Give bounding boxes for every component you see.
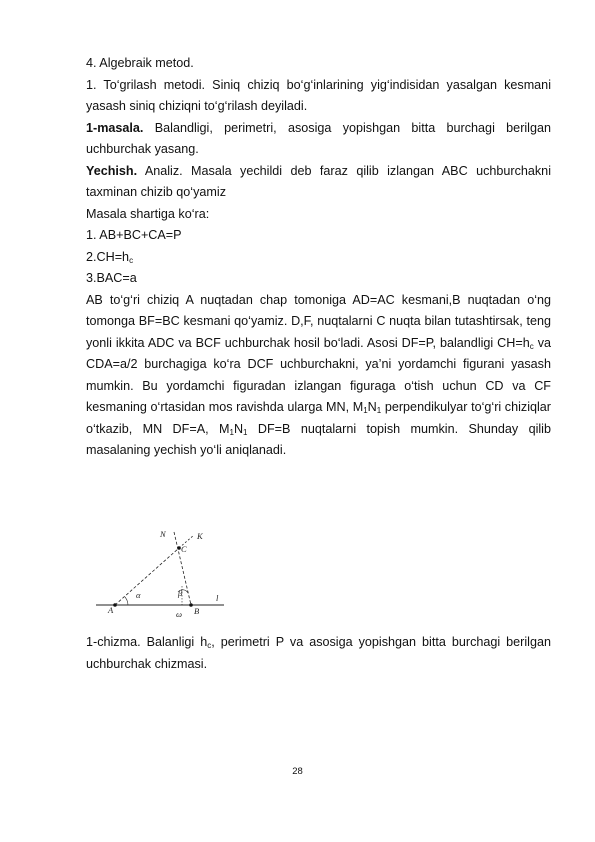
triangle-construction-drawing xyxy=(90,528,230,626)
analysis-paragraph: AB to‘g‘ri chiziq A nuqtadan chap tomoniga AD=AC kesmani,B nuqtadan o‘ng tomonga BF=BC kesmani qo‘yamiz. D,F, nuqtalarni C nuqta bilan tutashtirsak, teng yonli ikkita ADC va BCF uchburchak hosil bo‘ladi. Asosi DF=P, balandligi $CH=h_c$ va CDA=a/2 burchagiga ko‘ra DCF uchburchakni, ya’ni yordamchi figurani yasash mumkin. Bu yordamchi figuradan izlangan figuraga o‘tish uchun CD va CF kesmaning o‘rtasidan mos ravishda ularga MN, $M_1N_1$ perpendikulyar to‘g‘ri chiziqlar o‘tkazib, MN DF=A, $M_1N_1$ DF=B nuqtalarni topish mumkin. Shunday qilib masalaning yechish yo‘li aniqlanadi. xyxy=(86,292,551,457)
label-a: A xyxy=(108,605,114,615)
line-a-to-c xyxy=(115,548,179,605)
solution-intro xyxy=(86,161,551,204)
point-b xyxy=(189,603,193,607)
line-n-through-c-to-b xyxy=(174,532,191,605)
triangle-figure xyxy=(90,528,230,626)
label-alpha: α xyxy=(136,590,141,600)
label-l: l xyxy=(216,593,219,603)
label-beta: β xyxy=(178,588,183,598)
label-n: N xyxy=(160,529,166,539)
problem-text: Balandligi, perimetri, asosiga yopishgan bitta burchagi berilgan uchburchak yasang. xyxy=(86,120,551,156)
section-heading: 4. Algebraik metod. xyxy=(86,56,194,70)
label-omega: ω xyxy=(176,609,183,619)
condition-3: 3.BAC=a xyxy=(86,271,137,285)
conditions-intro: Masala shartiga ko‘ra: xyxy=(86,206,210,221)
paragraph-straightening-method: 1. To‘grilash metodi. Siniq chiziq bo‘g‘inlarining yig‘indisidan yasalgan kesmani yasash siniq chiziqni to‘g‘rilash deyiladi. xyxy=(86,77,551,113)
label-b: B xyxy=(194,606,200,616)
angle-alpha-arc xyxy=(125,597,128,605)
condition-2: $2.CH=h_c$ xyxy=(86,249,134,265)
point-a xyxy=(113,603,117,607)
label-c: C xyxy=(181,544,187,554)
label-k: K xyxy=(197,531,203,541)
solution-text: Analiz. Masala yechildi deb faraz qilib izlangan ABC uchburchakni taxminan chizib qo‘yamiz xyxy=(86,163,551,199)
problem-statement xyxy=(86,118,551,161)
page-number: 28 xyxy=(292,766,303,777)
body-text xyxy=(86,53,551,462)
solution-label: Yechish. xyxy=(86,163,138,178)
problem-label: 1-masala. xyxy=(86,120,144,135)
figure-caption: 1-chizma. Balanligi $h_c$, perimetri P va asosiga yopishgan bitta burchagi berilgan uchburchak chizmasi. xyxy=(86,635,551,671)
condition-1: 1. AB+BC+CA=P xyxy=(86,228,182,242)
